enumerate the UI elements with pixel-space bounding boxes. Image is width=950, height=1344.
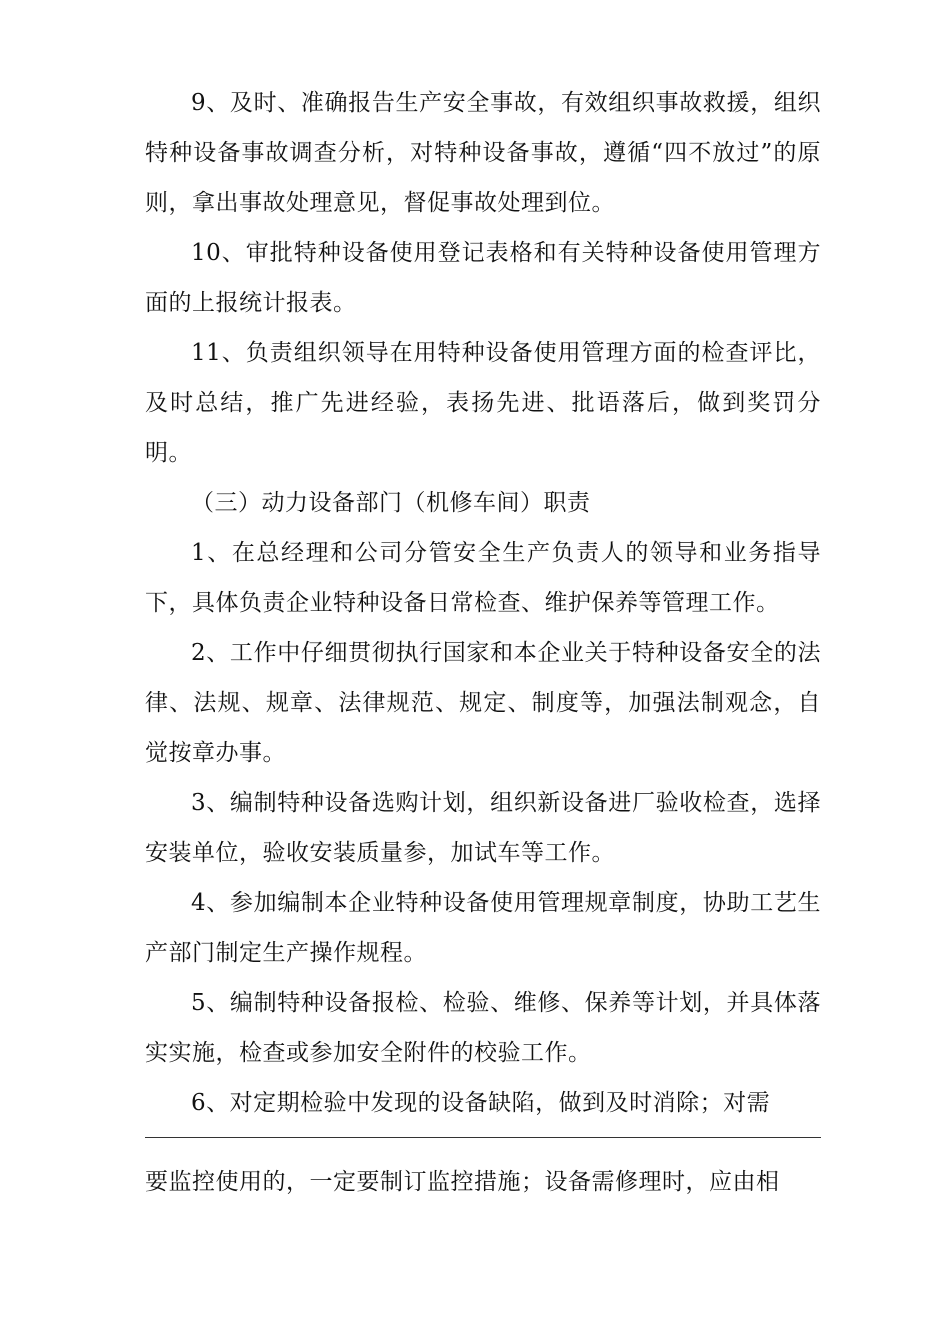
paragraph-item-5: 5、编制特种设备报检、检验、维修、保养等计划，并具体落实实施，检查或参加安全附件的校验工作。 <box>145 990 821 1066</box>
paragraph-item-9: 9、及时、准确报告生产安全事故，有效组织事故救援，组织特种设备事故调查分析，对特种设备事故，遵循“四不放过”的原则，拿出事故处理意见，督促事故处理到位。 <box>145 90 821 216</box>
paragraph-item-10: 10、审批特种设备使用登记表格和有关特种设备使用管理方面的上报统计报表。 <box>145 240 821 316</box>
section-heading: （三）动力设备部门（机修车间）职责 <box>191 490 591 516</box>
document-body <box>145 78 821 1128</box>
paragraph-item-4: 4、参加编制本企业特种设备使用管理规章制度，协助工艺生产部门制定生产操作规程。 <box>145 890 821 966</box>
paragraph-item-3: 3、编制特种设备选购计划，组织新设备进厂验收检查，选择安装单位，验收安装质量参，加试车等工作。 <box>145 790 821 866</box>
paragraph-item-11: 11、负责组织领导在用特种设备使用管理方面的检查评比，及时总结，推广先进经验，表扬先进、批语落后，做到奖罚分明。 <box>145 340 821 466</box>
footnote-divider <box>145 1137 821 1138</box>
paragraph-item-2: 2、工作中仔细贯彻执行国家和本企业关于特种设备安全的法律、法规、规章、法律规范、规定、制度等，加强法制观念，自觉按章办事。 <box>145 640 821 766</box>
paragraph-item-6: 6、对定期检验中发现的设备缺陷，做到及时消除；对需 <box>191 1090 771 1116</box>
paragraph-item-1: 1、在总经理和公司分管安全生产负责人的领导和业务指导下，具体负责企业特种设备日常检查、维护保养等管理工作。 <box>145 540 821 616</box>
continuation-text: 要监控使用的，一定要制订监控措施；设备需修理时，应由相 <box>145 1169 780 1195</box>
